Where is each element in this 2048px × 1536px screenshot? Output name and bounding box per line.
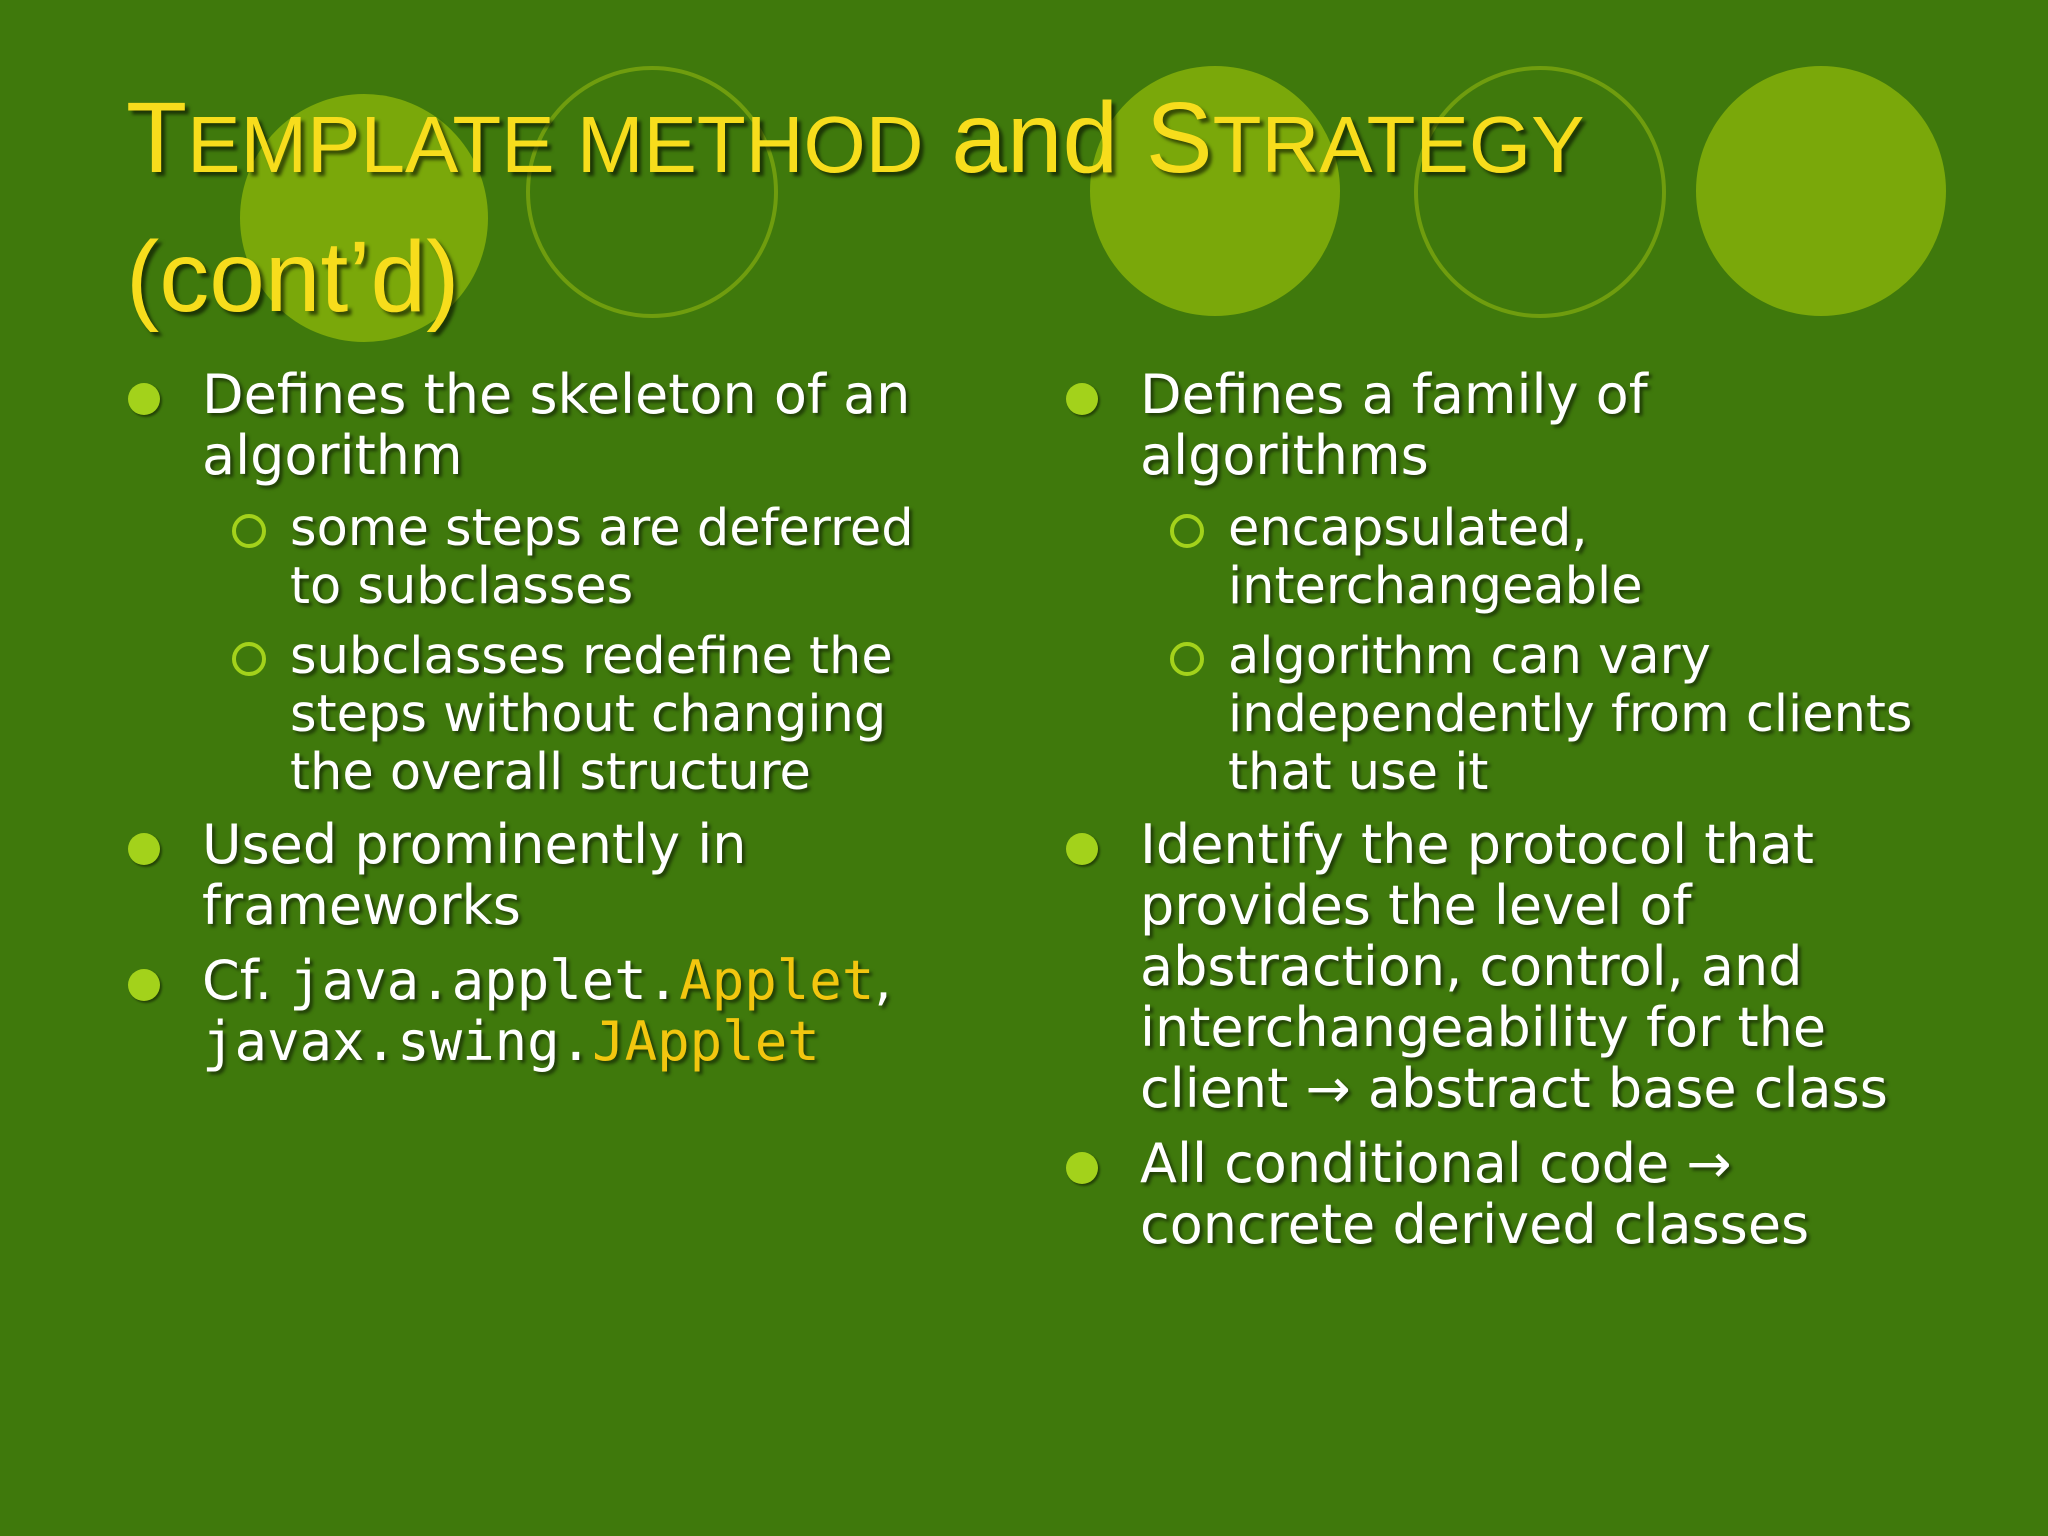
left-column [126,364,966,1086]
code-separator: , [874,949,892,1012]
title-strategy: TRATEGY [1212,100,1585,189]
right-bullet-1 [1064,364,1944,486]
right-column [1064,364,1944,1269]
right-bullet-2-text: Identify the protocol that provides the level of abstraction, control, and interchangeability for the client → abstract base class [1140,813,1888,1120]
left-bullet-1-text: Defines the skeleton of an algorithm [202,363,911,487]
right-bullet-1-text: Defines a family of algorithms [1140,363,1648,487]
code-javax-swing-package: javax.swing. [202,1010,593,1073]
code-applet-class: Applet [679,949,875,1012]
bullet-dot-icon [1066,833,1098,865]
slide-title [126,72,1926,343]
bullet-dot-icon [1066,1152,1098,1184]
left-sub-bullet-2-text: subclasses redefine the steps without changing the overall structure [290,627,893,802]
right-bullet-3 [1064,1133,1944,1255]
left-sub-bullet-2 [126,628,966,802]
title-and: and [923,82,1146,194]
title-line-1 [126,72,1926,211]
left-bullet-2-text: Used prominently in frameworks [202,813,747,937]
title-line-2: (cont’d) [126,221,460,333]
right-sub-bullet-2 [1064,628,1944,802]
right-sub-bullet-1-text: encapsulated, interchangeable [1228,499,1643,616]
left-sub-bullet-1-text: some steps are deferred to subclasses [290,499,914,616]
right-bullet-2 [1064,814,1944,1119]
left-bullet-3-prefix: Cf. [202,949,290,1012]
right-sub-bullet-1 [1064,500,1944,616]
right-bullet-3-text: All conditional code → concrete derived classes [1140,1132,1810,1256]
right-sub-bullet-2-text: algorithm can vary independently from clients that use it [1228,627,1913,802]
code-japplet-class: JApplet [592,1010,820,1073]
title-initial-t: T [126,82,188,194]
hollow-bullet-icon [232,642,266,676]
left-bullet-1 [126,364,966,486]
code-java-applet-package: java.applet. [289,949,680,1012]
hollow-bullet-icon [232,514,266,548]
bullet-dot-icon [128,969,160,1001]
title-initial-s: S [1145,82,1213,194]
title-template-method: EMPLATE METHOD [187,100,924,189]
bullet-dot-icon [128,833,160,865]
bullet-dot-icon [128,383,160,415]
left-sub-bullet-1 [126,500,966,616]
hollow-bullet-icon [1170,642,1204,676]
bullet-dot-icon [1066,383,1098,415]
left-bullet-2 [126,814,966,936]
left-bullet-3 [126,950,966,1072]
hollow-bullet-icon [1170,514,1204,548]
